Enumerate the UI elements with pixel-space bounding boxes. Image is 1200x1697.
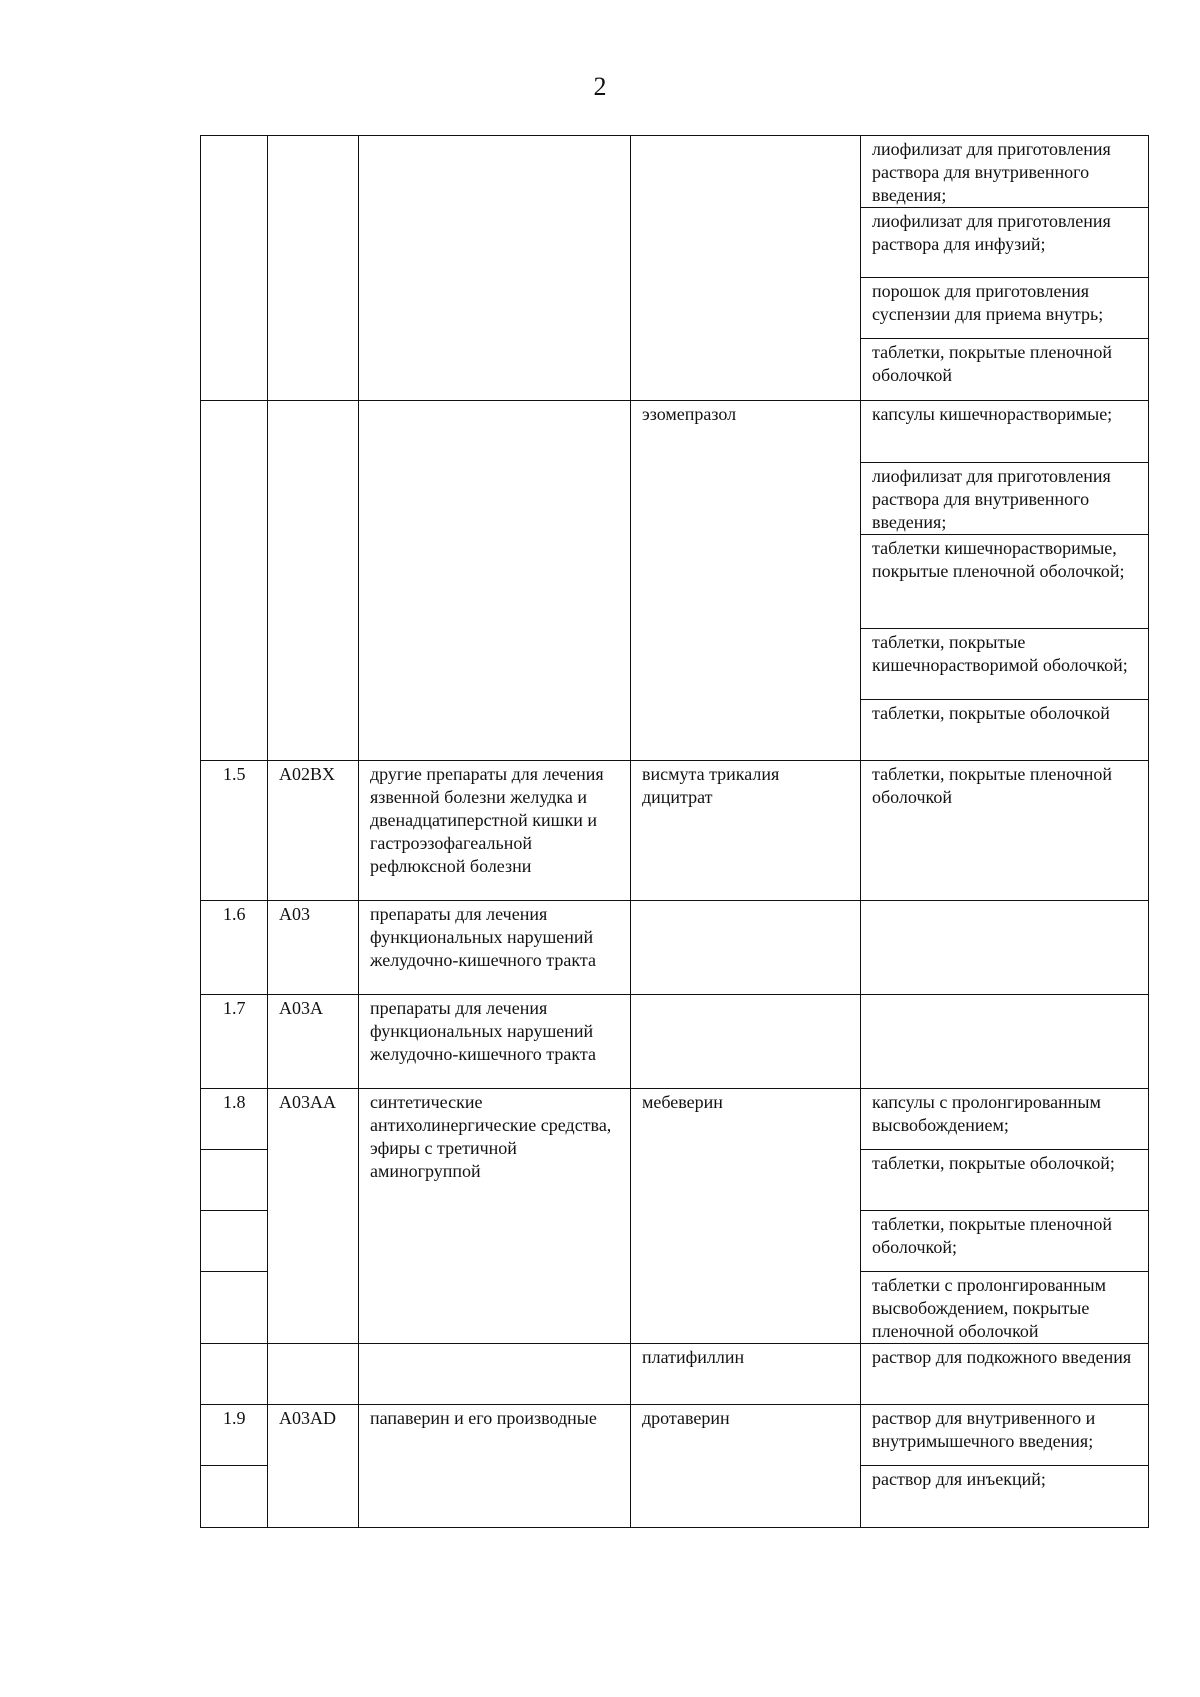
row-number-cell: 1.8 xyxy=(201,1089,268,1150)
table-row xyxy=(201,1344,1149,1405)
atc-group-cell: другие препараты для лечения язвенной болезни желудка и двенадцатиперстной кишки и гастроэзофагеальной рефлюксной болезни xyxy=(359,761,631,901)
row-number-cell xyxy=(201,1150,268,1211)
atc-group-cell xyxy=(359,136,631,401)
atc-group-cell xyxy=(359,1344,631,1405)
atc-code-cell xyxy=(268,401,359,761)
row-number-cell xyxy=(201,1344,268,1405)
dosage-form-cell xyxy=(861,901,1149,995)
atc-group-cell: синтетические антихолинергические средства, эфиры с третичной аминогруппой xyxy=(359,1089,631,1344)
dosage-form-cell: раствор для инъекций; xyxy=(861,1466,1149,1528)
drug-name-cell xyxy=(631,136,861,401)
drug-name-cell: висмута трикалия дицитрат xyxy=(631,761,861,901)
dosage-form-cell: капсулы с пролонгированным высвобождением; xyxy=(861,1089,1149,1150)
dosage-form-cell: таблетки кишечнорастворимые, покрытые пленочной оболочкой; xyxy=(861,535,1149,629)
dosage-form-cell: раствор для внутривенного и внутримышечного введения; xyxy=(861,1405,1149,1466)
row-number-cell: 1.5 xyxy=(201,761,268,901)
row-number-cell xyxy=(201,401,268,761)
dosage-form-cell: таблетки с пролонгированным высвобождением, покрытые пленочной оболочкой xyxy=(861,1272,1149,1344)
table-row xyxy=(201,901,1149,995)
dosage-form-cell: лиофилизат для приготовления раствора для внутривенного введения; xyxy=(861,463,1149,535)
row-number-cell: 1.7 xyxy=(201,995,268,1089)
atc-group-cell: папаверин и его производные xyxy=(359,1405,631,1528)
drug-name-cell: эзомепразол xyxy=(631,401,861,761)
table-row xyxy=(201,761,1149,901)
row-number-cell xyxy=(201,136,268,401)
row-number-cell: 1.6 xyxy=(201,901,268,995)
drug-name-cell xyxy=(631,901,861,995)
atc-code-cell xyxy=(268,136,359,401)
table-row xyxy=(201,401,1149,463)
drug-name-cell: мебеверин xyxy=(631,1089,861,1344)
atc-code-cell: A03A xyxy=(268,995,359,1089)
table-row xyxy=(201,1405,1149,1466)
dosage-form-cell: таблетки, покрытые пленочной оболочкой xyxy=(861,339,1149,401)
row-number-cell: 1.9 xyxy=(201,1405,268,1466)
atc-group-cell: препараты для лечения функциональных нарушений желудочно-кишечного тракта xyxy=(359,901,631,995)
drug-table xyxy=(200,135,1149,1528)
drug-name-cell xyxy=(631,995,861,1089)
table-row xyxy=(201,1089,1149,1150)
atc-code-cell: A03 xyxy=(268,901,359,995)
dosage-form-cell: лиофилизат для приготовления раствора для внутривенного введения; xyxy=(861,136,1149,208)
row-number-cell xyxy=(201,1272,268,1344)
row-number-cell xyxy=(201,1466,268,1528)
page-number: 2 xyxy=(593,72,607,101)
dosage-form-cell xyxy=(861,995,1149,1089)
dosage-form-cell: раствор для подкожного введения xyxy=(861,1344,1149,1405)
dosage-form-cell: таблетки, покрытые кишечнорастворимой оболочкой; xyxy=(861,629,1149,700)
dosage-form-cell: капсулы кишечнорастворимые; xyxy=(861,401,1149,463)
drug-name-cell: платифиллин xyxy=(631,1344,861,1405)
atc-code-cell xyxy=(268,1344,359,1405)
dosage-form-cell: лиофилизат для приготовления раствора для инфузий; xyxy=(861,208,1149,278)
dosage-form-cell: таблетки, покрытые оболочкой xyxy=(861,700,1149,761)
row-number-cell xyxy=(201,1211,268,1272)
atc-code-cell: A02BX xyxy=(268,761,359,901)
dosage-form-cell: порошок для приготовления суспензии для приема внутрь; xyxy=(861,278,1149,339)
atc-group-cell xyxy=(359,401,631,761)
atc-code-cell: A03AD xyxy=(268,1405,359,1528)
table-row xyxy=(201,995,1149,1089)
atc-group-cell: препараты для лечения функциональных нарушений желудочно-кишечного тракта xyxy=(359,995,631,1089)
drug-table-body xyxy=(201,136,1149,1528)
dosage-form-cell: таблетки, покрытые пленочной оболочкой; xyxy=(861,1211,1149,1272)
table-row xyxy=(201,136,1149,208)
dosage-form-cell: таблетки, покрытые оболочкой; xyxy=(861,1150,1149,1211)
atc-code-cell: A03AA xyxy=(268,1089,359,1344)
dosage-form-cell: таблетки, покрытые пленочной оболочкой xyxy=(861,761,1149,901)
drug-name-cell: дротаверин xyxy=(631,1405,861,1528)
